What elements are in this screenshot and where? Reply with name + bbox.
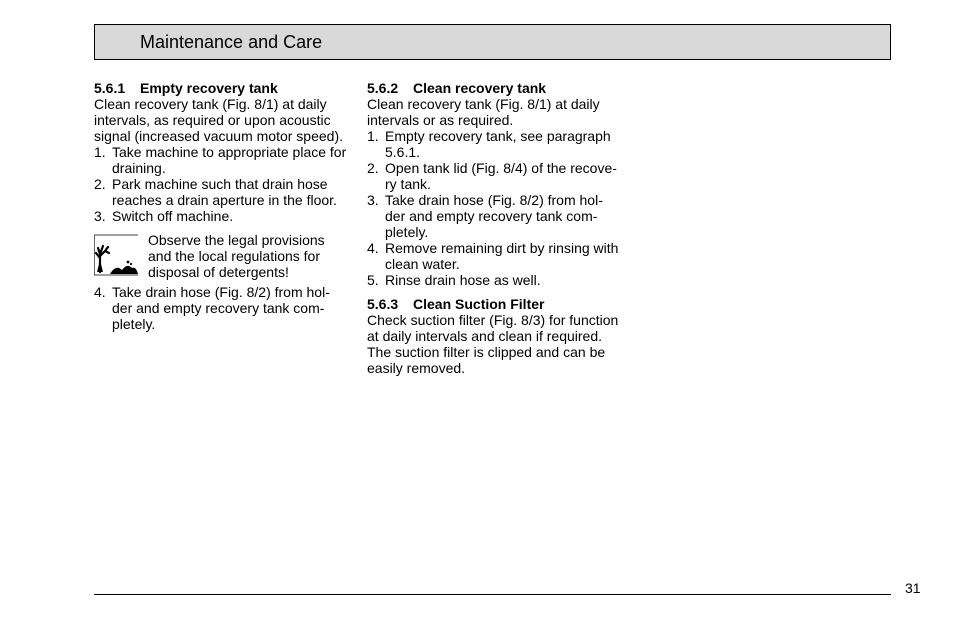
list-item — [94, 144, 350, 176]
section-intro: Clean recovery tank (Fig. 8/1) at daily intervals or as required. — [367, 96, 600, 128]
list-item — [367, 272, 623, 288]
list-item — [367, 128, 623, 160]
section-number: 5.6.2 — [367, 80, 399, 96]
list-item — [94, 284, 350, 332]
section-title: Empty recovery tank — [140, 80, 278, 96]
step-number: 2. — [94, 176, 106, 192]
step-text: Take drain hose (Fig. 8/2) from hol- der and empty recovery tank com- pletely. — [385, 192, 603, 240]
chapter-header — [94, 24, 891, 60]
section-title: Clean Suction Filter — [413, 296, 545, 312]
step-text: Open tank lid (Fig. 8/4) of the recove- ry tank. — [385, 160, 617, 192]
list-item — [94, 208, 350, 224]
step-number: 3. — [367, 192, 379, 208]
environment-tree-icon — [94, 234, 138, 276]
step-number: 4. — [367, 240, 379, 256]
step-text: Take drain hose (Fig. 8/2) from hol- der and empty recovery tank com- pletely. — [112, 284, 330, 332]
step-text: Remove remaining dirt by rinsing with clean water. — [385, 240, 619, 272]
list-item — [367, 192, 623, 240]
step-text: Rinse drain hose as well. — [385, 272, 541, 288]
section-body: Check suction filter (Fig. 8/3) for function at daily intervals and clean if required. The suction filter is clipped and can be easily removed. — [367, 312, 619, 376]
list-item — [367, 240, 623, 272]
section-title: Clean recovery tank — [413, 80, 547, 96]
section-heading-5-6-1 — [94, 80, 350, 96]
step-text: Park machine such that drain hose reaches a drain aperture in the floor. — [112, 176, 337, 208]
notice-text: Observe the legal provisions and the local regulations for disposal of detergents! — [148, 232, 325, 280]
section-number: 5.6.1 — [94, 80, 126, 96]
step-text: Switch off machine. — [112, 208, 234, 224]
left-column — [94, 80, 350, 332]
footer-rule — [94, 594, 891, 595]
list-item — [94, 176, 350, 208]
section-heading-5-6-3 — [367, 296, 623, 312]
step-number: 4. — [94, 284, 106, 300]
middle-column — [367, 80, 623, 376]
environment-notice — [94, 232, 350, 284]
steps-list — [94, 144, 350, 224]
step-number: 2. — [367, 160, 379, 176]
section-number: 5.6.3 — [367, 296, 399, 312]
step-number: 1. — [94, 144, 106, 160]
steps-list — [367, 128, 623, 288]
spacer — [367, 288, 623, 296]
section-intro: Clean recovery tank (Fig. 8/1) at daily intervals, as required or upon acoustic signal (increased vacuum motor speed). — [94, 96, 344, 144]
steps-list-continued — [94, 284, 350, 332]
step-number: 1. — [367, 128, 379, 144]
step-text: Empty recovery tank, see paragraph 5.6.1. — [385, 128, 611, 160]
step-text: Take machine to appropriate place for draining. — [112, 144, 347, 176]
page-number: 31 — [905, 580, 921, 596]
list-item — [367, 160, 623, 192]
section-heading-5-6-2 — [367, 80, 623, 96]
chapter-title: Maintenance and Care — [140, 32, 323, 52]
step-number: 3. — [94, 208, 106, 224]
step-number: 5. — [367, 272, 379, 288]
